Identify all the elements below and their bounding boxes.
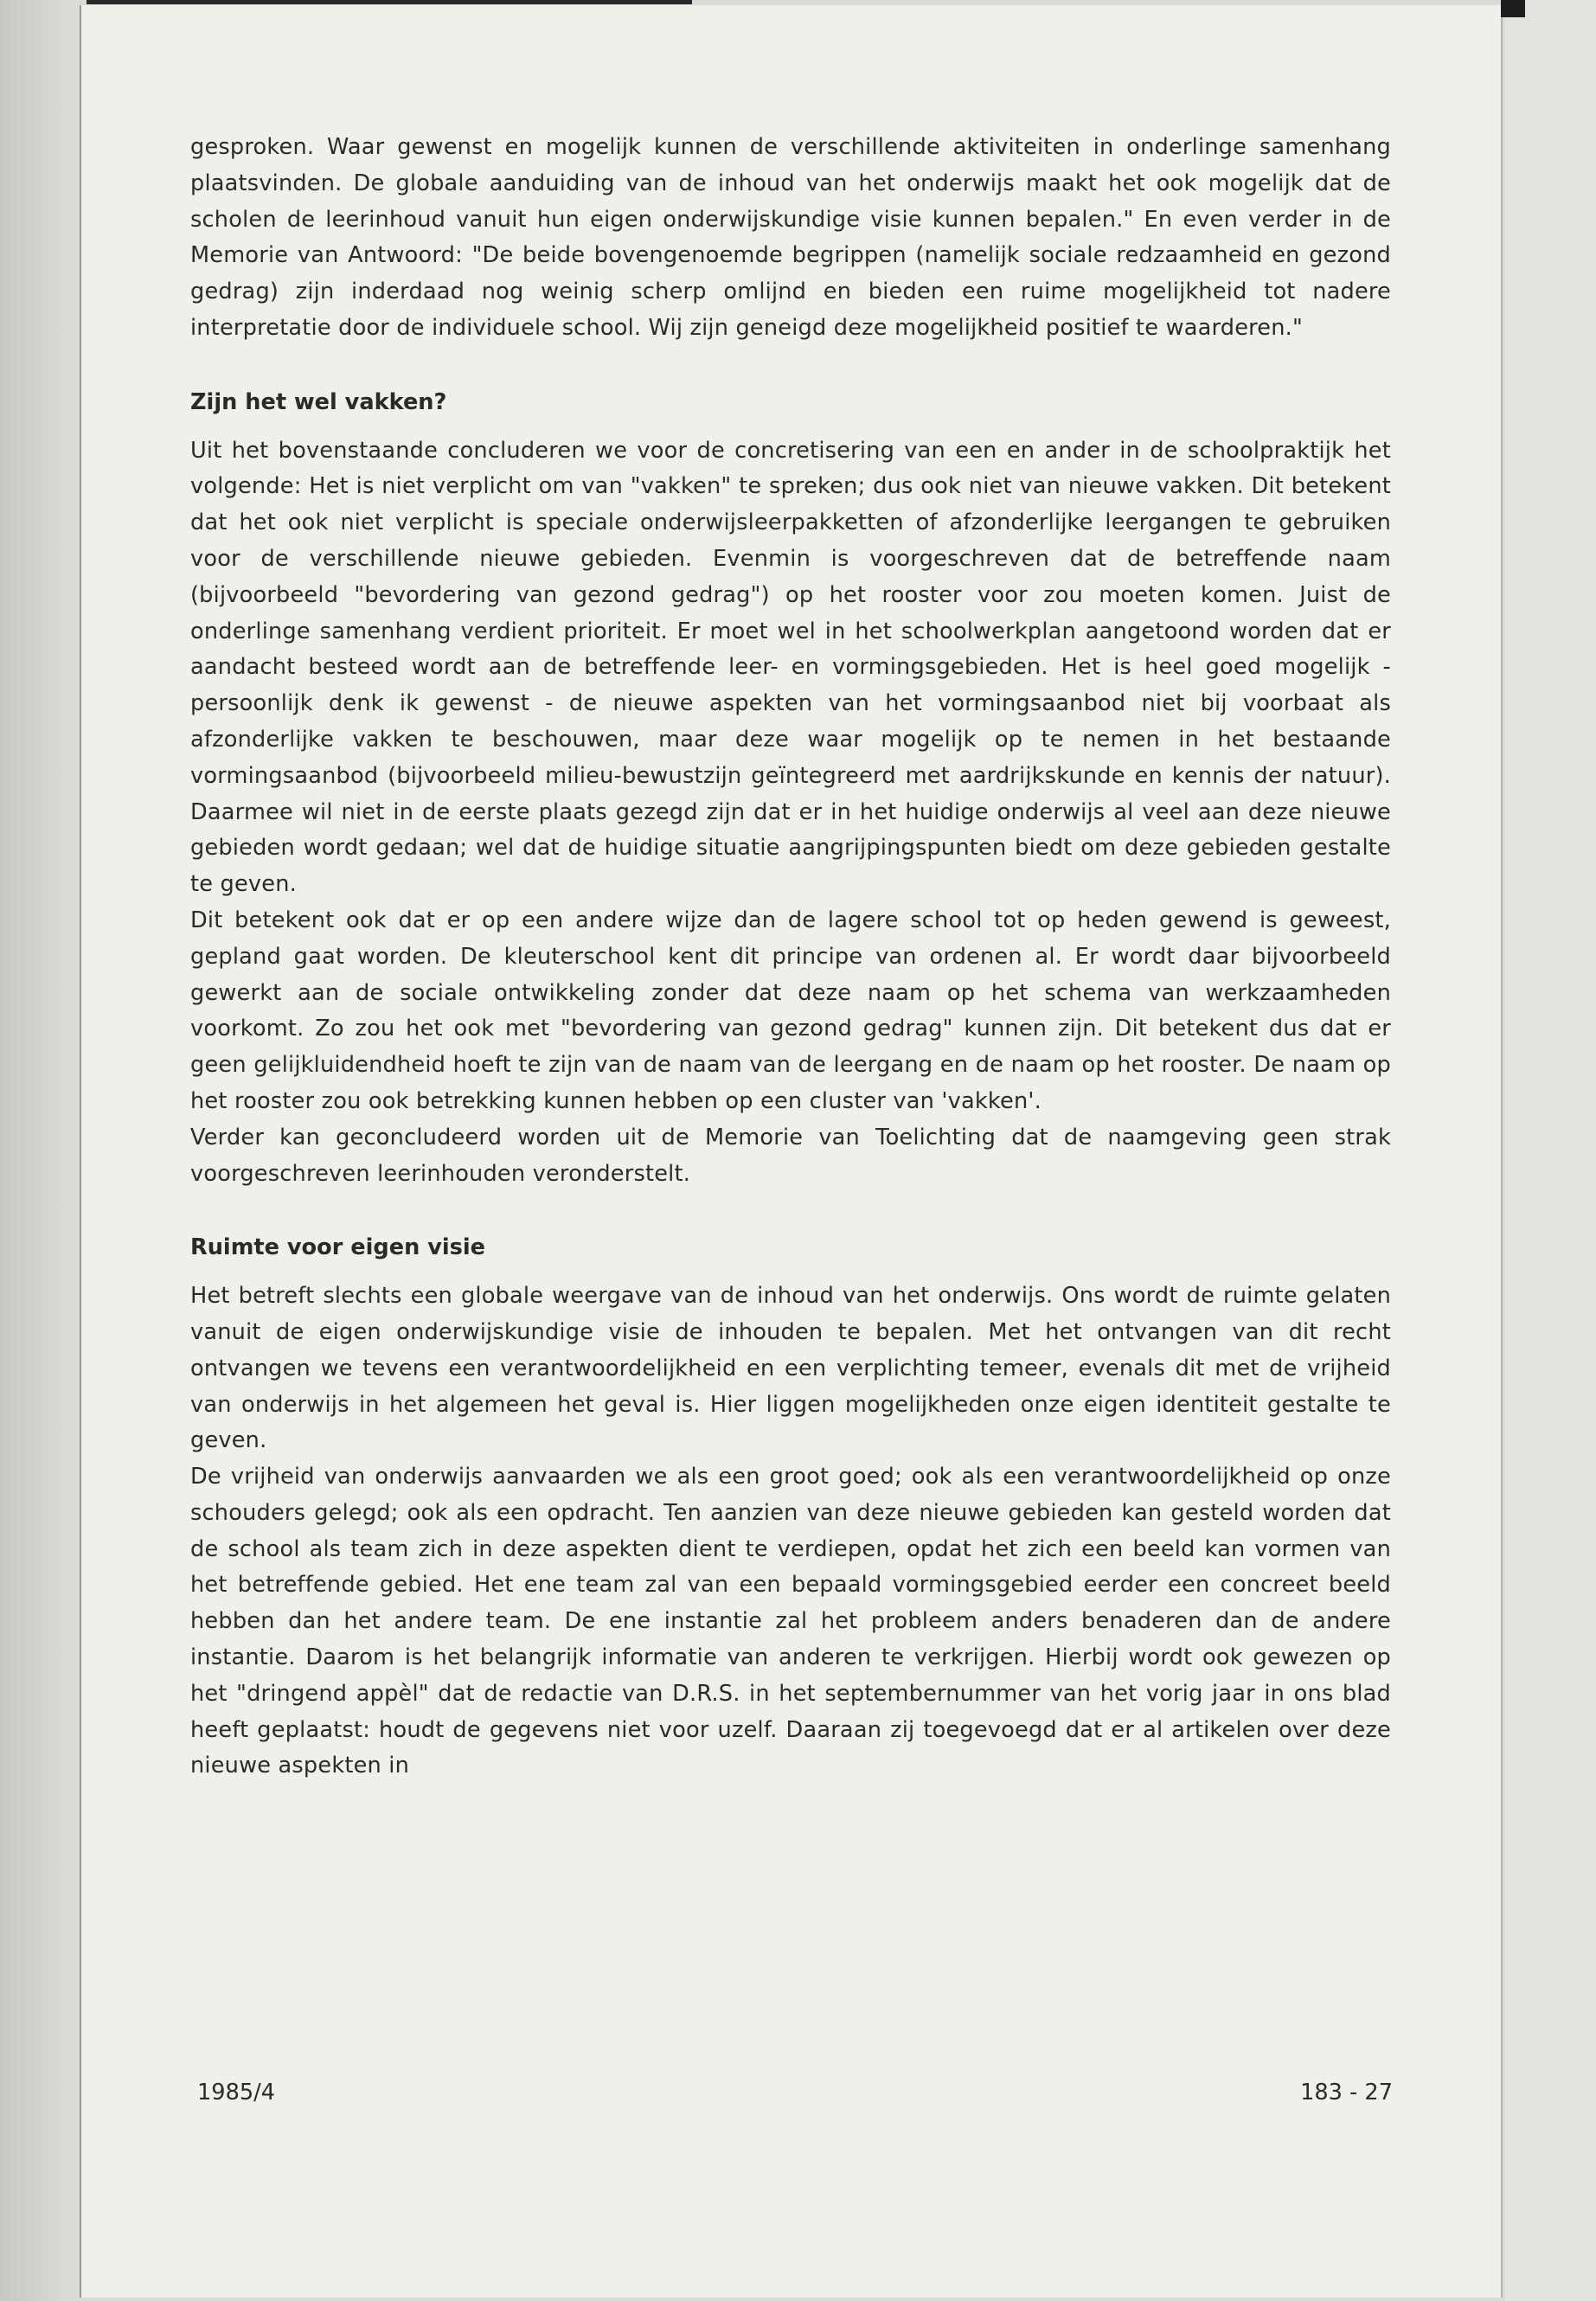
top-rule [87,0,692,4]
page-content [190,130,1391,1785]
section-heading-vakken: Zijn het wel vakken? [190,388,447,415]
section-1-paragraph-3: Verder kan geconcludeerd worden uit de Memorie van Toelichting dat de naamgeving geen strak voorgeschreven leerinhouden veronderstelt. [190,1124,1391,1187]
corner-mark [1501,0,1525,17]
scan-right-edge [1505,0,1596,2301]
section-heading-visie: Ruimte voor eigen visie [190,1234,486,1261]
footer-issue: 1985/4 [197,2080,276,2106]
section-2-paragraph-2: De vrijheid van onderwijs aanvaarden we als een groot goed; ook als een verantwoordelijkheid op onze schouders gelegd; ook als een opdracht. Ten aanzien van deze nieuwe gebieden kan gesteld worden dat de school als team zich in deze aspekten dient te verdiepen, opdat het zich een beeld kan vormen van het betreffende gebied. Het ene team zal van een bepaald vormingsgebied eerder een concreet beeld hebben dan het andere team. De ene instantie zal het probleem anders benaderen dan de andere instantie. Daarom is het belangrijk informatie van anderen te verkrijgen. Hierbij wordt ook gewezen op het "dringend appèl" dat de redactie van D.R.S. in het septembernummer van het vorig jaar in ons blad heeft geplaatst: houdt de gegevens niet voor uzelf. Daaraan zij toegevoegd dat er al artikelen over deze nieuwe aspekten in [190,1464,1391,1779]
footer-page-number: 183 - 27 [1300,2080,1393,2106]
section-1-paragraph-1: Uit het bovenstaande concluderen we voor de concretisering van een en ander in de schoolpraktijk het volgende: Het is niet verplicht om van "vakken" te spreken; dus ook niet van nieuwe vakken. Dit betekent dat het ook niet verplicht is speciale onderwijsleerpakketten of afzonderlijke leergangen te gebruiken voor de verschillende nieuwe gebieden. Evenmin is voorgeschreven dat de betreffende naam (bijvoorbeeld "bevordering van gezond gedrag") op het rooster voor zou moeten komen. Juist de onderlinge samenhang verdient prioriteit. Er moet wel in het schoolwerkplan aangetoond worden dat er aandacht besteed wordt aan de betreffende leer- en vormingsgebieden. Het is heel goed mogelijk - persoonlijk denk ik gewenst - de nieuwe aspekten van het vormingsaanbod niet bij voorbaat als afzonderlijke vakken te beschouwen, maar deze waar mogelijk op te nemen in het bestaande vormingsaanbod (bijvoorbeeld milieu-bewustzijn geïntegreerd met aardrijkskunde en kennis der natuur). Daarmee wil niet in de eerste plaats gezegd zijn dat er in het huidige onderwijs al veel aan deze nieuwe gebieden wordt gedaan; wel dat de huidige situatie aangrijpingspunten biedt om deze gebieden gestalte te geven. [190,437,1391,898]
scan-left-edge [0,0,78,2301]
section-2-paragraph-1: Het betreft slechts een globale weergave van de inhoud van het onderwijs. Ons wordt de ruimte gelaten vanuit de eigen onderwijskundige visie de inhouden te bepalen. Met het ontvangen van dit recht ontvangen we tevens een verantwoordelijkheid en een verplichting temeer, evenals dit met de vrijheid van onderwijs in het algemeen het geval is. Hier liggen mogelijkheden onze eigen identiteit gestalte te geven. [190,1283,1391,1454]
section-1-paragraph-2: Dit betekent ook dat er op een andere wijze dan de lagere school tot op heden gewend is geweest, gepland gaat worden. De kleuterschool kent dit principe van ordenen al. Er wordt daar bijvoorbeeld gewerkt aan de sociale ontwikkeling zonder dat deze naam op het schema van werkzaamheden voorkomt. Zo zou het ook met "bevordering van gezond gedrag" kunnen zijn. Dit betekent dus dat er geen gelijkluidendheid hoeft te zijn van de naam van de leergang en de naam op het rooster. De naam op het rooster zou ook betrekking kunnen hebben op een cluster van 'vakken'. [190,907,1391,1114]
intro-paragraph: gesproken. Waar gewenst en mogelijk kunnen de verschillende aktiviteiten in onderlinge samenhang plaatsvinden. De globale aanduiding van de inhoud van het onderwijs maakt het ook mogelijk dat de scholen de leerinhoud vanuit hun eigen onderwijskundige visie kunnen bepalen." En even verder in de Memorie van Antwoord: "De beide bovengenoemde begrippen (namelijk sociale redzaamheid en gezond gedrag) zijn inderdaad nog weinig scherp omlijnd en bieden een ruime mogelijkheid tot nadere interpretatie door de individuele school. Wij zijn geneigd deze mogelijkheid positief te waarderen." [190,134,1391,341]
